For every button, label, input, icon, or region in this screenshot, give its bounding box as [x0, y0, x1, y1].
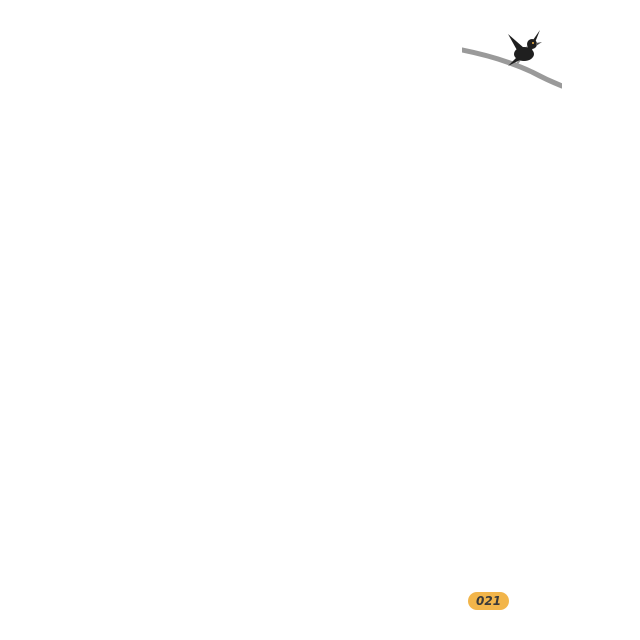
crow-icon: [508, 30, 542, 66]
crow-on-branch-icon: [462, 28, 562, 108]
page-number: 021: [468, 592, 509, 610]
